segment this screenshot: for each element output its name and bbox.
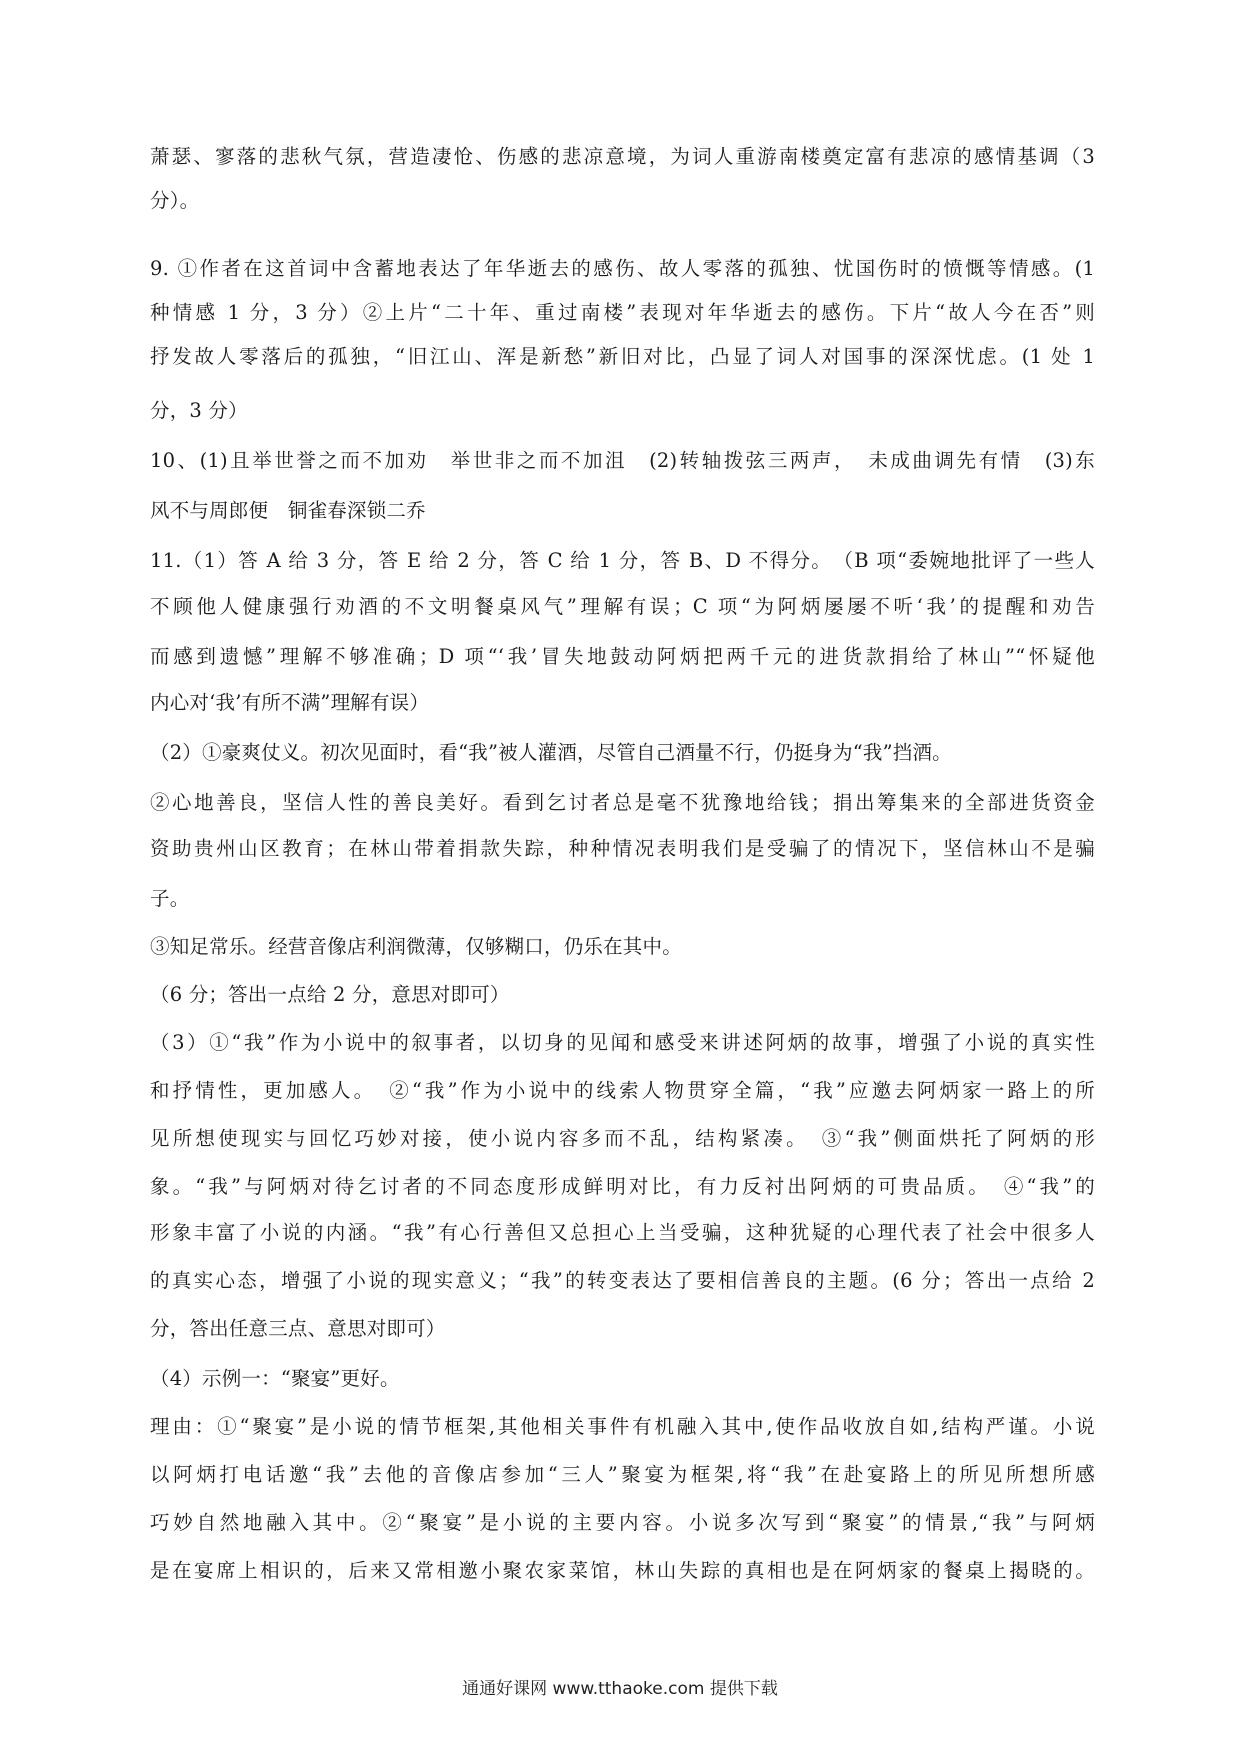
text-line: 以阿炳打电话邀“我”去他的音像店参加“三人”聚宴为框架,将“我”在赴宴路上的所见所想所感 — [150, 1463, 1095, 1486]
text-line: 11.（1）答 A 给 3 分，答 E 给 2 分，答 C 给 1 分，答 B、D 不得分。 （B 项“委婉地批评了一些人 — [150, 549, 1095, 572]
text-line: （2）①豪爽仗义。初次见面时，看“我”被人灌酒，尽管自己酒量不行，仍挺身为“我”挡酒。 — [150, 741, 952, 764]
text-line: 形象丰富了小说的内涵。“我”有心行善但又总担心上当受骗，这种犹疑的心理代表了社会中很多人 — [150, 1221, 1095, 1244]
text-line: 9. ①作者在这首词中含蓄地表达了年华逝去的感伤、故人零落的孤独、忧国伤时的愤慨等情感。(1 — [150, 257, 1095, 280]
page-footer: 通通好课网 www.tthaoke.com 提供下载 — [462, 1679, 778, 1699]
text-line: （4）示例一：“聚宴”更好。 — [150, 1367, 400, 1390]
text-line: 和抒情性，更加感人。 ②“我”作为小说中的线索人物贯穿全篇，“我”应邀去阿炳家一路上的所 — [150, 1079, 1095, 1102]
text-line: ②心地善良，坚信人性的善良美好。看到乞讨者总是毫不犹豫地给钱；捐出筹集来的全部进货资金 — [150, 791, 1095, 814]
text-line: 分，答出任意三点、意思对即可） — [150, 1317, 446, 1340]
text-line: 而感到遗憾”理解不够准确；D 项“‘我’冒失地鼓动阿炳把两千元的进货款捐给了林山”“怀疑他 — [150, 645, 1095, 668]
text-line: 是在宴席上相识的，后来又常相邀小聚农家菜馆，林山失踪的真相也是在阿炳家的餐桌上揭晓的。 — [150, 1559, 1095, 1582]
text-line: （6 分；答出一点给 2 分，意思对即可） — [150, 983, 510, 1006]
text-line: 理由：①“聚宴”是小说的情节框架,其他相关事件有机融入其中,使作品收放自如,结构严谨。小说 — [150, 1415, 1095, 1438]
text-line: 萧瑟、寥落的悲秋气氛，营造凄怆、伤感的悲凉意境，为词人重游南楼奠定富有悲凉的感情基调（3 — [150, 145, 1095, 168]
text-line: 子。 — [150, 887, 190, 910]
text-line: 象。“我”与阿炳对待乞讨者的不同态度形成鲜明对比，有力反衬出阿炳的可贵品质。 ④“我”的 — [150, 1175, 1095, 1198]
text-line: 见所想使现实与回忆巧妙对接，使小说内容多而不乱，结构紧凑。 ③“我”侧面烘托了阿炳的形 — [150, 1127, 1095, 1150]
text-line: 资助贵州山区教育；在林山带着捐款失踪，种种情况表明我们是受骗了的情况下，坚信林山不是骗 — [150, 837, 1095, 860]
text-line: 分，3 分） — [150, 399, 248, 422]
text-line: 种情感 1 分，3 分）②上片“二十年、重过南楼”表现对年华逝去的感伤。下片“故人今在否”则 — [150, 301, 1095, 324]
text-line: 内心对‘我’有所不满”理解有误） — [150, 691, 430, 714]
text-line: 风不与周郎便 铜雀春深锁二乔 — [150, 499, 426, 522]
text-line: 不顾他人健康强行劝酒的不文明餐桌风气”理解有误；C 项“为阿炳屡屡不听‘我’的提醒和劝告 — [150, 595, 1095, 618]
text-line: ③知足常乐。经营音像店利润微薄，仅够糊口，仍乐在其中。 — [150, 935, 682, 958]
text-line: 10、(1)且举世誉之而不加劝 举世非之而不加沮 (2)转轴拨弦三两声， 未成曲调先有情 (3)东 — [150, 449, 1095, 472]
text-line: 巧妙自然地融入其中。②“聚宴”是小说的主要内容。小说多次写到“聚宴”的情景,“我”与阿炳 — [150, 1511, 1095, 1534]
text-line: （3）①“我”作为小说中的叙事者，以切身的见闻和感受来讲述阿炳的故事，增强了小说的真实性 — [150, 1031, 1095, 1054]
text-line: 抒发故人零落后的孤独，“旧江山、浑是新愁”新旧对比，凸显了词人对国事的深深忧虑。(1 处 1 — [150, 345, 1095, 368]
text-line: 分）。 — [150, 189, 200, 212]
text-line: 的真实心态，增强了小说的现实意义；“我”的转变表达了要相信善良的主题。(6 分；答出一点给 2 — [150, 1269, 1095, 1292]
